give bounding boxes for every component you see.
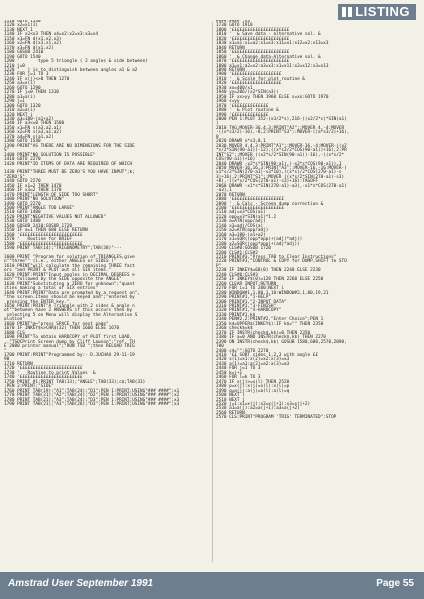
code-line: olution" <box>4 317 25 323</box>
page-number: Page 55 <box>376 578 414 589</box>
code-line: 2210 PRINT#3,"Press TAB to Clear Instructions" <box>216 255 337 261</box>
code-line: 1780 PRINT TAB(21);"A3";TAB(24);"D3";PEN 1:PRINT;USING"### ####";x3 <box>4 397 180 403</box>
code-line: INT"S2";:MOVER ((x2*s/2*SIN(90-a1))-16),-((x*s/2* <box>216 152 345 158</box>
code-line: 1200 ' type 5 triangle ( 2 angles & side between) <box>4 59 148 65</box>
code-line: 1710 RETURN <box>4 361 33 367</box>
listing-column-right <box>216 20 420 568</box>
code-line: 2160 a3=180-(a1+a2) <box>216 232 266 238</box>
code-line: 1660 PRINT"@~"press SPACE for next page" <box>4 321 109 327</box>
code-line: 1760 PRINT TAB(19);"A1";TAB(24);"D1";PEN 1:PRINT;USING"### ####";x1 <box>4 388 180 394</box>
code-line: ors "and PRINT & PLOT out all SIX items." <box>4 268 112 274</box>
code-line: 1620 PRINT:PRINT"Input angles in DECIMAL DEGREES e <box>4 272 135 278</box>
code-line: 1420 PRINT"ID ITEMS OF DATA ARE REQUIRED OF WHICH <box>4 161 133 167</box>
code-line: 2360 check$=k$ <box>216 326 253 332</box>
code-line: E 2000 printer manual";"RUN TSD ";then RELOAD TRIG <box>4 344 135 350</box>
code-line: " <box>4 348 7 354</box>
code-line: 2400 c$="":GOTO 2270 <box>216 348 269 354</box>
code-line: 1380 GOTO 1540 <box>4 139 41 145</box>
code-line: 1140 IF x2<x3 THEN x4=x2:x2=x3:x3=x4 <box>4 32 99 38</box>
code-line: 1890 RETURN <box>216 67 245 73</box>
code-line: 1300 GOTO 1320 <box>4 103 41 109</box>
code-line: 2300 PRINT#1,"2-INPUT DATA" <box>216 299 287 305</box>
code-line: 2410 '££ SORT sides 1,2,3 with angle ££ <box>216 352 318 358</box>
code-line: 1690 PRINT"To obtain HARDCOPY of PLOT first LOAD. <box>4 335 133 341</box>
code-line: 1230 FOR j=1 TO 3 <box>4 72 49 78</box>
page-footer <box>0 572 424 599</box>
code-line: -a3),1 <box>216 188 232 194</box>
code-line: 2560 RETURN <box>216 410 245 416</box>
code-line: 2380 IF a=0 AND INSTR(check$,k$) THEN 2270 <box>216 335 326 341</box>
code-line: 1160 x2=FN d(x3,x1,x2) <box>4 41 62 47</box>
code-line: 1650 PRINT:PRINT"A Triangle with 2 sides & angle n <box>4 304 135 309</box>
code-line: 2450 k=j+1 <box>216 370 243 376</box>
code-line: 1840 RETURN <box>216 45 245 51</box>
code-line: 1810 ' & Save data - alternative sol. & <box>216 32 321 38</box>
code-line: 1980 ' & Plot routine & <box>216 108 279 114</box>
code-line: 1800 '££££££££££££££££££££££ <box>216 27 290 33</box>
code-line: 2420 x(1)=x1:x(2)=x2:x(3)=x3 <box>216 357 290 363</box>
code-line: 2170 x1=SQR((opp*opp)+(adj)*adj)) <box>216 237 303 243</box>
code-line: 1310 a2=a(i) <box>4 108 36 114</box>
code-line: "the screen.Items should be keyed and";"entered by <box>4 295 135 301</box>
code-line: pressing the ENTER key." <box>4 299 70 305</box>
code-line: 1940 yy=206/(x2*SIN(a3)) <box>216 90 279 96</box>
listing-badge-label: LISTING <box>355 4 410 19</box>
code-line: 2140 x3=adj/COS(a) <box>216 223 264 229</box>
code-line: "ZERO'S" <box>4 174 25 180</box>
code-line: 2430 a(1)=a1:a(2)=a2:a(3)=a3 <box>216 361 290 367</box>
code-line: 2510 NEXT j <box>216 397 245 403</box>
code-line: 1450 IF x1=2 THEN 1470 <box>4 183 62 189</box>
code-line: 2010 TAG:MOVER-36,4,3:PRINT"A2";:MOVER 4,-4:MOVER <box>216 125 345 131</box>
code-line: 2120 opp=x3*SIN(a1)*1.2 <box>216 214 277 220</box>
code-line: 1180 GOSUB 2410 <box>4 50 44 56</box>
code-line: 1960 s=yy <box>216 99 240 105</box>
code-line: 1560 '££££££££££££££££££££££££ <box>4 232 83 238</box>
code-line: 1120 x2=x1(1) <box>4 23 38 29</box>
code-line: 1440 GOTO 2270 <box>4 179 41 185</box>
code-line: 1850 '££££££££££££££££££££££ <box>216 50 290 56</box>
code-line: 2180 x2=SQR((opp*opp)+(adj*adj)) <box>216 241 300 247</box>
code-line: 1830 x1=a1:x1=a2:x1=x3:x11=x1:x12=x2:x13=x3 <box>216 41 329 47</box>
badge-squares-icon <box>342 7 352 17</box>
code-line: 2020 DRAWR x*s3,0,1 <box>216 139 266 145</box>
code-line: 2270 FOR i=1 TO 200:NEXT i <box>216 286 284 292</box>
code-line: 1320 NEXT i <box>4 112 33 118</box>
code-line: 1570 ' Routine for BRIEF <box>4 237 72 243</box>
code-line: 2310 PRINT#1,"3-FINISH" <box>216 304 277 309</box>
code-line: 1950 IF xx>yy THEN 1960 ELSE s=xx:GOTO 1970 <box>216 94 329 100</box>
code-line: 1500 PRINT"ANGLE TOO LARGE" <box>4 206 75 212</box>
code-line: 1990 '££££££££££££££ <box>216 112 269 118</box>
code-line: 1240 IF x(j)<>0 THEN 1270 <box>4 76 70 82</box>
code-line: 1670 IF INKEY$<>CHR$(32) THEN 1660 ELSE 1670 <box>4 326 120 332</box>
code-line: 2330 PRINT#1,k$ <box>216 312 256 318</box>
code-line: 1480 PRINT"NO SOLUTION" <box>4 197 65 203</box>
code-line: 2080 '££££££££££££££££££££ <box>216 197 284 203</box>
code-line: 1860 ' & Change data-Alternative sol. & <box>216 54 321 60</box>
code-line: 1390 PRINT"AS THERE ARE NO DIMENSIONS FOR THE SIDE <box>4 143 135 149</box>
code-line: 2530 a1=a(j):a2=a(j+1):a3=a(j+2) <box>216 406 300 412</box>
code-line: 2100 '££££££££££££££££££££ <box>216 206 284 212</box>
code-line: 1270 IF j=0 THEN 1310 <box>4 90 59 96</box>
code-line: 2220 PRINT#3,"CONTROL & COPY for DUMP,SHIFT to STO <box>216 259 347 265</box>
code-line: 8 <box>216 134 219 140</box>
code-line: 2060 DRAWR -x1*s*SIN(270-a1)-a3),-x1*s*COS(270-a1) <box>216 183 347 189</box>
code-line: 2340 PEN#2,2:PRINT#2,"Enter Choice";PEN 1 <box>216 317 324 323</box>
code-line: 2290 PRINT#1,"1-HELP" <box>216 295 271 301</box>
code-line: 2030 MOVER 4,4,3:PRINT"A1";:MOVER-36,-4:MOVER-((x2 <box>216 143 347 149</box>
code-line: ) <box>216 121 219 127</box>
code-line: 1930 xx=400/x1 <box>216 85 253 91</box>
code-line: 1260 GOTO 1290 <box>4 85 41 91</box>
code-line: 1490 GOTO 2270 <box>4 201 41 207</box>
code-line: selecting 5 on Menu will display the Alternative S <box>4 312 138 318</box>
code-line: 2490 q=a(j):a(j)=a(l):a(l)=q <box>216 388 290 394</box>
code-line: 2370 IF INSTR(check$,k$)=0 THEN 2350 <box>216 330 311 336</box>
code-line: 1820 '££££££££££££££££££££££ <box>216 36 290 42</box>
code-line: 1770 PRINT TAB(21);"A2";TAB(24);"D2";PEN 1:PRINT;USING"### ####";x2 <box>4 393 180 399</box>
code-line: P" <box>216 263 222 269</box>
code-line: 1130 NEXT 1 <box>4 27 33 33</box>
code-line: 1900 '£££££££££££££££££££ <box>216 72 282 78</box>
code-line: 2000 PEN 1:PLOT 352-(x3/2*s),216-((x2/2*s)*SIN(a1) <box>216 116 347 122</box>
code-line: 1790 PRINT TAB(21);"A3";TAB(28);"D3";PEN 1:PRINT;USING"### ####";x3 <box>4 401 180 407</box>
code-line: 1550 IF a=1 THEN 680 ELSE RETURN <box>4 228 88 234</box>
code-line: 1410 GOTO 2270 <box>4 157 41 163</box>
code-line: 2200 CLS#1:CLS#2 <box>216 250 258 256</box>
code-line: -((x*s3/2)-16),-8,2:PRINT"S3";:MOVER-((a*s3/2)+16), <box>216 130 350 136</box>
code-line: 1730 GOTO 1910 <box>216 23 253 29</box>
code-line: 1600 PRINT "Program for solution of TRIANGLES,give <box>4 255 135 261</box>
code-line: 2240 CLS#0:CLS#3 <box>216 272 258 278</box>
code-line: 1640 PRINT:PRINT"Data are prompted by a request on", <box>4 290 140 296</box>
code-line: *s/2*SIN(90-a1))-12),((x*s2/2*COS(90-a1))+16),2:PR <box>216 148 347 154</box>
code-line: 1590 PRINT TAB(14);"TRIGONOMETRY";TAB(38)"--- <box>4 246 122 252</box>
code-line: ;PEN 2:PRINT;"SIDE" <box>4 384 54 390</box>
code-line: 2500 NEXT l <box>216 393 245 399</box>
listing-section-badge <box>338 4 416 20</box>
code-line: 1910 ' & Scale for plot routine & <box>216 76 305 82</box>
code-line: 1730 ' Routine to print Values & <box>4 370 96 376</box>
code-line: 1530 GOTO 1480 <box>4 219 41 225</box>
code-line: 1460 IF x3=2 THEN 1170 <box>4 188 62 194</box>
code-line: 2280 WINDOW#1,1,80,1,18:WINDOW#2,1,80,19,21 <box>216 290 329 296</box>
code-line: S" <box>4 148 10 154</box>
code-line: ach""followed by the SIDE opposite the ANGLE" <box>4 277 122 283</box>
code-line: 2190 CLS#0:GOSUB 1720 <box>216 246 271 252</box>
code-line: 1350 x1=FN s(a3,a2,a1) <box>4 125 62 131</box>
code-line: 1400 PRINT"NO SOLUTION IS POSSIBLE" <box>4 152 96 158</box>
code-line: 2320 PRINT#1,"4-HARDCOPY" <box>216 308 282 314</box>
code-line: 1110 GOTO 1130 <box>4 20 41 24</box>
code-line: 1360 x2=FN s(a3,a1,a2) <box>4 130 62 136</box>
code-line: 1470 PRINT"LENGTH OF SIDE TOO SHORT" <box>4 192 99 198</box>
code-line: 700 <box>216 344 224 350</box>
code-line: 1330 a3=180-(a1+a2) <box>4 116 54 122</box>
code-line: ities making a total of SIX entries" <box>4 286 99 292</box>
code-line: 2480 p=x(j):x(j)=x(l):x(l)=p <box>216 384 290 390</box>
code-line: 2090 ' & Calc - Screen dump correction & <box>216 201 324 207</box>
code-line: 2050 MOVER-16,16,3:PRINT"A3";:MOVER-16,-16:MOVER-( <box>216 165 347 171</box>
code-line: 1580 '££££££££££££££££££££££££ <box>4 241 83 247</box>
code-line: COS(90-a1))+16) <box>216 157 256 163</box>
code-line: x1*s/2*SIN(270-a1)-s3*10),((x*s)/2*COS(270-a1)-s <box>216 170 342 176</box>
code-line: 2230 IF INKEY$=68(0) THEN 2240 ELSE 2230 <box>216 268 321 274</box>
code-line: .."TSDCPrint Screen dump by Cliff Lawson";"ref. TH <box>4 339 135 345</box>
code-line: 1340 IF a3<=0 THEN 1500 <box>4 121 65 127</box>
code-line: 2130 a=ATN(opp/adj) <box>216 219 266 225</box>
code-line: +8),-((x*s/2*COS(270-a1)-s3)+16):TAGOFF <box>216 179 318 185</box>
code-line: 1750 PRINT #1:PRINT TAB(13);"ANGLE";TAB(33);c$;TAB(33) <box>4 379 146 385</box>
code-line: 2460 FOR l=k TO 3 <box>216 375 261 381</box>
code-line: 1370 a4=FN s(a1,a2) <box>4 134 54 140</box>
code-line: 1610 PRINT"will calculate the remaining THREE fact <box>4 263 135 269</box>
code-line: 2150 a2=ATN(opp/adj) <box>216 228 269 234</box>
code-line: 1720 '££££££££££££££££££££££££ <box>4 366 83 372</box>
column-divider <box>212 22 213 562</box>
code-line: 2070 RETURN <box>216 192 245 198</box>
code-line: 1870 '££££££££££££££££££££££ <box>216 59 290 65</box>
code-line: 1920 '£££££££££££££££££££ <box>216 81 282 87</box>
code-line: ####.####";x3 <box>216 20 250 24</box>
code-line: 1210 j=0 <box>4 63 25 69</box>
code-line: 1630 PRINT"Substituting a ZERO for unknown";"quant <box>4 281 135 287</box>
listing-column-left <box>4 20 210 568</box>
code-line: 2040 DRAWR -x2*s*SIN(90-a1),(-x2*s*COS(90-a1)),1 <box>216 161 342 167</box>
code-line: 1430 PRINT"THREE MUST BE ZERO'S YOU HAVE INPUT";k; <box>4 170 135 176</box>
code-line: 1680 CLS <box>4 330 25 336</box>
code-line: 1880 a1=x1:a2=x2:a3=x3:x1=x11:x2=x12:x3=x13 <box>216 63 329 69</box>
code-line: 2350 k$=UPPER$(INKEY$):IF k$="" THEN 2350 <box>216 321 324 327</box>
code-line: 1520 PRINT"NEGATIVE VALUES NOT ALLOWED" <box>4 214 106 220</box>
code-line: 2250 IF INKEY$(0)=128 THEN 2260 ELSE 2250 <box>216 277 324 283</box>
code-line: 90 <box>4 357 10 363</box>
code-line: 1700 PRINT:PRINT"Programmed by:- D.JUCHAU 29-11-19 <box>4 352 135 358</box>
code-line: 2470 IF x(j)>=x(l) THEN 2520 <box>216 379 290 385</box>
code-line: 2520 j=1:x1=x(j):x2=x(j+1):x3=x(j+2) <box>216 401 311 407</box>
code-line: 1250 a3=x(i) <box>4 81 36 87</box>
code-line: 2260 CLEAR INPUT:RETURN <box>216 281 277 287</box>
code-line: 3)+16),2:PRINT"S1";:MOVER ((x*s/2*SIN(270-a1)-s3) <box>216 174 345 180</box>
code-line: 2440 FOR j=1 TO 3 <box>216 366 261 372</box>
code-line: 1220 ' j is to distinguish between angles a1 & a2 <box>4 67 138 73</box>
code-line: 1540 GOSUB 2410:GOSUB 1720 <box>4 223 72 229</box>
code-line: n""three"" (i.e., either ANGLES or SIDES )" <box>4 259 117 265</box>
code-line: 2110 adj=x3*COS(a1) <box>216 210 266 216</box>
code-line: 1970 '££££££££££££££ <box>216 103 269 109</box>
code-line: ot""between have 2 ANSWERS if this occurs then by <box>4 308 133 314</box>
code-line: 1170 x3=FN d(x1,x2) <box>4 45 54 51</box>
code-line: 1190 GOTO 1540 <box>4 54 41 60</box>
code-line: 1740 '££££££££££££££££££££££££ <box>4 375 83 381</box>
code-line: 1510 GOTO 1480 <box>4 210 41 216</box>
code-line: 1290 j=1 <box>4 99 25 105</box>
code-line: 1280 a1=a(i) <box>4 94 36 100</box>
code-line: 2390 ON INSTR(check$,k$) GOSUB 1580,680,2570,2090, <box>216 339 347 345</box>
code-line: 2570 CLS:PRINT"PROGRAM 'TRIG' TERMINATED":STOP <box>216 415 337 421</box>
code-line: 1150 x1=FN d(x1,x2,x3) <box>4 36 62 42</box>
publication-name: Amstrad User September 1991 <box>8 578 154 589</box>
